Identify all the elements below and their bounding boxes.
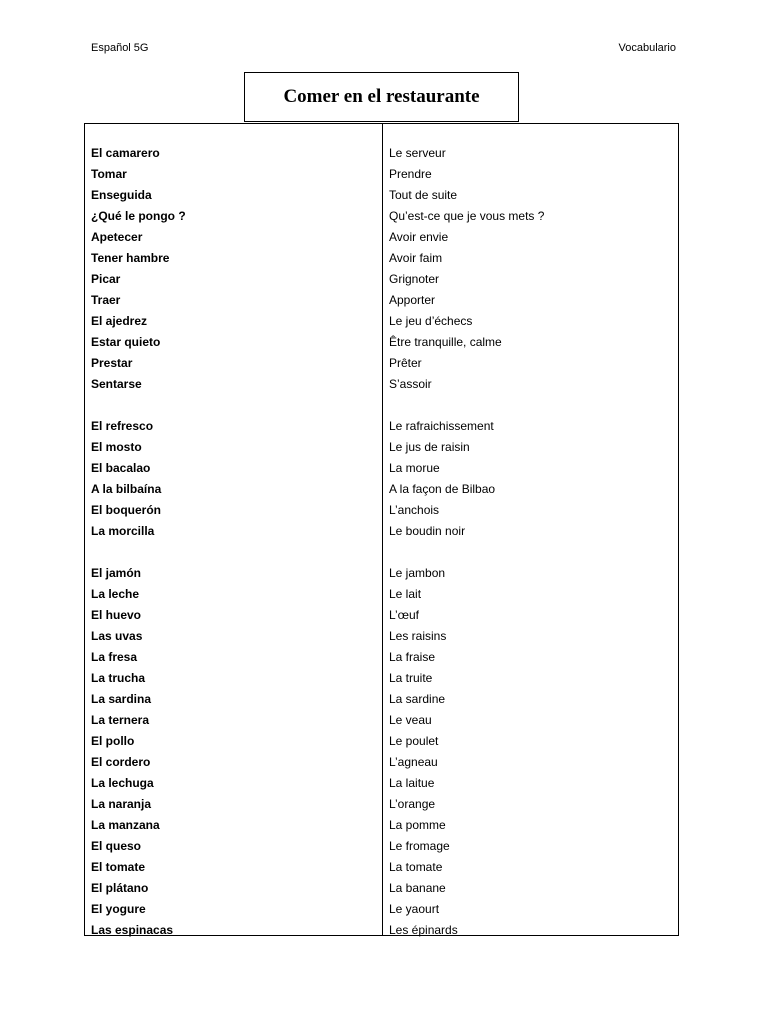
french-translation: Prêter xyxy=(389,356,422,370)
vocab-row xyxy=(85,773,678,794)
vocab-row xyxy=(85,794,678,815)
vocab-row xyxy=(85,227,678,248)
spanish-term: La trucha xyxy=(91,671,146,685)
french-translation: La laitue xyxy=(389,776,435,790)
french-translation: Le lait xyxy=(389,587,422,601)
vocab-row xyxy=(85,500,678,521)
spanish-term: Apetecer xyxy=(91,230,143,244)
vocab-row xyxy=(85,836,678,857)
french-translation: La pomme xyxy=(389,818,446,832)
vocab-row xyxy=(85,710,678,731)
vocab-row xyxy=(85,458,678,479)
page-title-text: Comer en el restaurante xyxy=(283,86,480,107)
vocab-row xyxy=(85,269,678,290)
spanish-term: Enseguida xyxy=(91,188,152,202)
french-translation: Grignoter xyxy=(389,272,440,286)
spanish-term: El jamón xyxy=(91,566,142,580)
vocab-row xyxy=(85,479,678,500)
spanish-term: Estar quieto xyxy=(91,335,161,349)
spanish-term: Tomar xyxy=(91,167,127,181)
vocabulary-table xyxy=(84,123,679,936)
vocab-row xyxy=(85,416,678,437)
spanish-term: El pollo xyxy=(91,734,135,748)
french-translation: A la façon de Bilbao xyxy=(389,482,496,496)
spanish-term: Sentarse xyxy=(91,377,142,391)
french-translation: Le jambon xyxy=(389,566,446,580)
spanish-term: La manzana xyxy=(91,818,160,832)
spanish-term: El ajedrez xyxy=(91,314,148,328)
french-translation: L’orange xyxy=(389,797,436,811)
spanish-term: La morcilla xyxy=(91,524,155,538)
vocab-row xyxy=(85,878,678,899)
vocab-row xyxy=(85,626,678,647)
french-translation: La sardine xyxy=(389,692,446,706)
vocab-row xyxy=(85,920,678,941)
spanish-term: La sardina xyxy=(91,692,152,706)
french-translation: Le veau xyxy=(389,713,432,727)
spanish-term: Las uvas xyxy=(91,629,143,643)
french-translation: Les épinards xyxy=(389,923,458,937)
spanish-term: El mosto xyxy=(91,440,142,454)
spanish-term: La leche xyxy=(91,587,140,601)
spanish-term: El tomate xyxy=(91,860,146,874)
french-translation: Le serveur xyxy=(389,146,446,160)
vocab-row xyxy=(85,563,678,584)
vocab-row xyxy=(85,689,678,710)
spanish-term: Prestar xyxy=(91,356,133,370)
vocab-row xyxy=(85,206,678,227)
vocab-row xyxy=(85,857,678,878)
french-translation: Le yaourt xyxy=(389,902,440,916)
french-translation: La fraise xyxy=(389,650,436,664)
spanish-term: Picar xyxy=(91,272,121,286)
spanish-term: Traer xyxy=(91,293,121,307)
french-translation: Le rafraichissement xyxy=(389,419,494,433)
spanish-term: ¿Qué le pongo ? xyxy=(91,209,186,223)
vocab-row xyxy=(85,731,678,752)
spanish-term: El huevo xyxy=(91,608,142,622)
french-translation: Le poulet xyxy=(389,734,439,748)
page-title xyxy=(244,72,519,122)
vocab-row xyxy=(85,353,678,374)
vocab-row xyxy=(85,605,678,626)
french-translation: L’anchois xyxy=(389,503,440,517)
french-translation: L’œuf xyxy=(389,608,420,622)
french-translation: Avoir envie xyxy=(389,230,449,244)
header-subject: Español 5G xyxy=(91,42,149,54)
french-translation: La tomate xyxy=(389,860,443,874)
french-translation: Le jeu d’échecs xyxy=(389,314,473,328)
vocab-row xyxy=(85,752,678,773)
french-translation: Apporter xyxy=(389,293,436,307)
spanish-term: La fresa xyxy=(91,650,138,664)
vocab-row xyxy=(85,311,678,332)
header-section: Vocabulario xyxy=(618,42,676,54)
vocab-row xyxy=(85,164,678,185)
french-translation: Prendre xyxy=(389,167,432,181)
spanish-term: El bacalao xyxy=(91,461,151,475)
spanish-term: La naranja xyxy=(91,797,152,811)
french-translation: La banane xyxy=(389,881,446,895)
spanish-term: El queso xyxy=(91,839,142,853)
spanish-term: El refresco xyxy=(91,419,154,433)
vocab-row xyxy=(85,374,678,395)
vocab-row xyxy=(85,185,678,206)
spanish-term: Las espinacas xyxy=(91,923,174,937)
vocab-row xyxy=(85,815,678,836)
spanish-term: El yogure xyxy=(91,902,146,916)
spanish-term: El boquerón xyxy=(91,503,161,517)
vocab-row xyxy=(85,437,678,458)
vocab-row xyxy=(85,647,678,668)
group-spacer xyxy=(85,542,678,563)
vocab-row xyxy=(85,248,678,269)
spanish-term: La lechuga xyxy=(91,776,154,790)
vocab-row xyxy=(85,332,678,353)
french-translation: S’assoir xyxy=(389,377,432,391)
french-translation: Tout de suite xyxy=(389,188,458,202)
vocab-row xyxy=(85,143,678,164)
spanish-term: A la bilbaína xyxy=(91,482,162,496)
french-translation: La truite xyxy=(389,671,433,685)
vocab-row xyxy=(85,290,678,311)
vocabulary-rows xyxy=(85,143,678,941)
vocab-row xyxy=(85,584,678,605)
spanish-term: El cordero xyxy=(91,755,151,769)
vocab-row xyxy=(85,521,678,542)
french-translation: Le boudin noir xyxy=(389,524,466,538)
vocab-row xyxy=(85,668,678,689)
french-translation: La morue xyxy=(389,461,440,475)
french-translation: Être tranquille, calme xyxy=(389,335,502,349)
french-translation: Le fromage xyxy=(389,839,450,853)
french-translation: Le jus de raisin xyxy=(389,440,470,454)
french-translation: Qu’est-ce que je vous mets ? xyxy=(389,209,545,223)
french-translation: Avoir faim xyxy=(389,251,443,265)
french-translation: L’agneau xyxy=(389,755,438,769)
french-translation: Les raisins xyxy=(389,629,447,643)
spanish-term: Tener hambre xyxy=(91,251,170,265)
spanish-term: La ternera xyxy=(91,713,150,727)
spanish-term: El camarero xyxy=(91,146,160,160)
vocab-row xyxy=(85,899,678,920)
spanish-term: El plátano xyxy=(91,881,149,895)
group-spacer xyxy=(85,395,678,416)
